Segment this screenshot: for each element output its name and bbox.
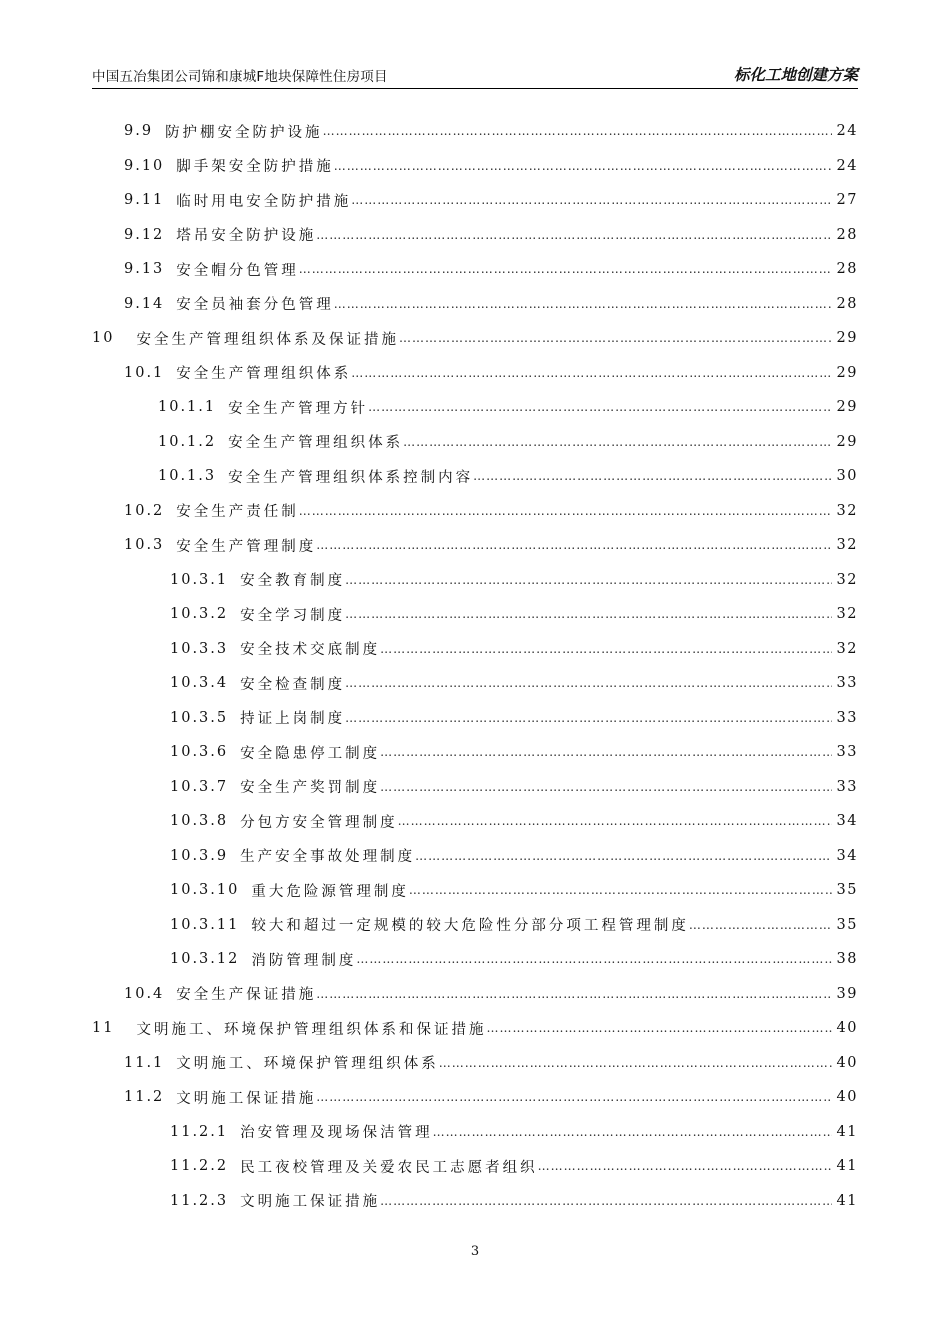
toc-entry-page: 30 <box>836 468 858 484</box>
toc-entry-number: 10 <box>92 330 115 346</box>
toc-entry[interactable] <box>170 873 858 907</box>
toc-dot-leader <box>351 366 832 380</box>
toc-entry-number: 10.1.2 <box>158 433 217 450</box>
toc-entry-number: 10.4 <box>124 985 165 1002</box>
toc-entry-number: 11.2 <box>124 1089 165 1105</box>
toc-entry-page: 32 <box>836 537 858 553</box>
toc-entry[interactable] <box>170 1115 858 1149</box>
toc-entry-page: 27 <box>836 192 858 208</box>
toc-entry[interactable] <box>170 908 858 942</box>
toc-entry-number: 9.10 <box>124 157 165 174</box>
toc-dot-leader <box>380 1194 832 1208</box>
toc-entry-number: 9.14 <box>124 295 165 312</box>
toc-dot-leader <box>380 780 832 794</box>
toc-entry-page: 40 <box>836 1089 858 1105</box>
toc-entry-title: 防护棚安全防护设施 <box>165 124 323 141</box>
toc-entry-page: 29 <box>836 433 858 450</box>
toc-entry-page: 33 <box>836 709 858 726</box>
toc-entry[interactable] <box>170 597 858 631</box>
toc-entry-title: 治安管理及现场保洁管理 <box>240 1125 433 1141</box>
toc-entry-page: 32 <box>836 571 858 588</box>
toc-entry-title: 持证上岗制度 <box>240 711 346 727</box>
toc-entry[interactable] <box>124 114 858 148</box>
toc-entry[interactable] <box>170 770 858 804</box>
toc-entry-number: 10.3.11 <box>170 916 240 933</box>
toc-entry-number: 10.3.3 <box>170 640 229 657</box>
toc-entry-page: 33 <box>836 675 858 691</box>
toc-entry-page: 29 <box>836 364 858 381</box>
toc-dot-leader <box>486 1021 832 1035</box>
toc-entry[interactable] <box>92 1011 858 1045</box>
toc-dot-leader <box>316 987 832 1001</box>
toc-entry[interactable] <box>170 839 858 873</box>
page-header <box>92 62 858 89</box>
toc-entry[interactable] <box>124 183 858 217</box>
toc-entry-page: 38 <box>836 951 858 967</box>
toc-entry-title: 安全生产管理组织体系 <box>176 366 352 382</box>
toc-dot-leader <box>316 538 832 552</box>
toc-dot-leader <box>299 262 832 276</box>
toc-entry[interactable] <box>124 1080 858 1114</box>
toc-dot-leader <box>345 711 832 725</box>
toc-dot-leader <box>316 1090 832 1104</box>
toc-entry-title: 安全生产奖罚制度 <box>240 780 381 796</box>
toc-entry-number: 10.3.7 <box>170 778 229 795</box>
toc-entry[interactable] <box>170 735 858 769</box>
toc-entry-page: 41 <box>836 1158 858 1174</box>
toc-entry-number: 10.1.3 <box>158 468 217 484</box>
toc-dot-leader <box>345 573 832 587</box>
toc-dot-leader <box>368 400 832 414</box>
toc-entry-number: 11.2.1 <box>170 1123 229 1140</box>
toc-entry-page: 33 <box>836 778 858 795</box>
toc-dot-leader <box>356 952 832 966</box>
toc-entry[interactable] <box>170 666 858 700</box>
toc-entry[interactable] <box>92 321 858 355</box>
toc-entry-title: 安全员袖套分色管理 <box>176 297 334 313</box>
toc-entry-number: 11.2.3 <box>170 1192 229 1209</box>
toc-entry-title: 安全检查制度 <box>240 676 346 693</box>
toc-entry-page: 41 <box>836 1123 858 1140</box>
toc-entry-title: 分包方安全管理制度 <box>240 814 398 831</box>
toc-dot-leader <box>689 918 832 932</box>
toc-entry[interactable] <box>158 459 858 493</box>
toc-entry-page: 32 <box>836 640 858 657</box>
page-number: 3 <box>470 1244 480 1259</box>
toc-dot-leader <box>334 297 832 311</box>
toc-entry-title: 安全生产责任制 <box>176 504 299 520</box>
toc-entry-title: 安全生产管理制度 <box>176 538 317 555</box>
toc-entry-title: 文明施工保证措施 <box>176 1090 317 1107</box>
toc-entry-title: 安全生产管理方针 <box>228 400 369 417</box>
toc-entry-number: 9.12 <box>124 226 165 243</box>
toc-entry-page: 28 <box>836 261 858 277</box>
toc-entry-title: 文明施工、环境保护管理组织体系和保证措施 <box>136 1021 487 1038</box>
toc-entry-number: 10.3.4 <box>170 675 229 691</box>
toc-entry-page: 41 <box>836 1192 858 1209</box>
toc-entry[interactable] <box>158 390 858 424</box>
toc-entry-number: 10.3.5 <box>170 709 229 726</box>
toc-entry-title: 临时用电安全防护措施 <box>176 193 352 210</box>
toc-entry-page: 28 <box>836 295 858 312</box>
toc-dot-leader <box>345 607 832 621</box>
toc-entry-number: 10.1.1 <box>158 399 217 415</box>
toc-entry-title: 文明施工保证措施 <box>240 1194 381 1210</box>
toc-entry-number: 10.3.6 <box>170 744 229 760</box>
toc-entry-page: 39 <box>836 985 858 1002</box>
toc-entry-title: 安全教育制度 <box>240 573 346 589</box>
toc-entry-title: 脚手架安全防护措施 <box>176 159 334 175</box>
toc-entry-number: 10.3 <box>124 537 165 553</box>
toc-entry-number: 11.2.2 <box>170 1158 229 1174</box>
toc-entry-title: 安全生产管理组织体系及保证措施 <box>136 331 399 348</box>
toc-entry[interactable] <box>170 632 858 666</box>
toc-entry-number: 9.11 <box>124 192 165 208</box>
toc-entry[interactable] <box>124 528 858 562</box>
toc-dot-leader <box>473 469 832 483</box>
toc-entry-title: 安全学习制度 <box>240 607 346 624</box>
toc-dot-leader <box>380 745 832 759</box>
header-project-title: 中国五冶集团公司锦和康城F地块保障性住房项目 <box>92 69 388 85</box>
toc-entry-page: 24 <box>836 123 858 139</box>
toc-entry-number: 9.9 <box>124 123 154 139</box>
toc-entry[interactable] <box>124 252 858 286</box>
toc-entry-title: 文明施工、环境保护管理组织体系 <box>176 1056 439 1072</box>
toc-dot-leader <box>398 814 832 828</box>
toc-entry[interactable] <box>170 1184 858 1218</box>
toc-entry[interactable] <box>170 701 858 735</box>
toc-entry-page: 40 <box>836 1054 858 1071</box>
toc-entry[interactable] <box>170 804 858 838</box>
toc-entry-number: 11 <box>92 1020 115 1036</box>
header-document-title: 标化工地创建方案 <box>733 66 858 84</box>
toc-entry[interactable] <box>170 563 858 597</box>
toc-entry[interactable] <box>124 1046 858 1080</box>
toc-dot-leader <box>409 883 832 897</box>
toc-entry-page: 33 <box>836 744 858 760</box>
toc-entry-page: 24 <box>836 157 858 174</box>
toc-entry-number: 10.3.10 <box>170 882 240 898</box>
toc-entry[interactable] <box>124 218 858 252</box>
toc-entry-title: 安全隐患停工制度 <box>240 745 381 762</box>
toc-entry-title: 安全帽分色管理 <box>176 262 299 279</box>
toc-entry[interactable] <box>124 494 858 528</box>
toc-entry-title: 较大和超过一定规模的较大危险性分部分项工程管理制度 <box>251 918 689 934</box>
toc-entry[interactable] <box>124 356 858 390</box>
toc-entry-number: 10.3.8 <box>170 813 229 829</box>
toc-entry-page: 34 <box>836 847 858 864</box>
toc-entry-title: 安全生产管理组织体系控制内容 <box>228 469 474 486</box>
toc-entry-title: 民工夜校管理及关爱农民工志愿者组织 <box>240 1159 538 1176</box>
toc-dot-leader <box>299 504 832 518</box>
toc-entry-page: 35 <box>836 916 858 933</box>
toc-entry-number: 10.3.1 <box>170 571 229 588</box>
toc-entry-page: 32 <box>836 502 858 519</box>
toc-entry-page: 28 <box>836 226 858 243</box>
toc-entry-title: 安全技术交底制度 <box>240 642 381 658</box>
toc-entry[interactable] <box>124 977 858 1011</box>
toc-entry-number: 10.3.2 <box>170 606 229 622</box>
toc-dot-leader <box>351 193 832 207</box>
toc-dot-leader <box>399 331 832 345</box>
toc-entry-number: 10.3.12 <box>170 951 240 967</box>
toc-entry-number: 10.1 <box>124 364 165 381</box>
toc-dot-leader <box>334 159 832 173</box>
toc-entry-page: 40 <box>836 1020 858 1036</box>
toc-entry-title: 塔吊安全防护设施 <box>176 228 317 244</box>
toc-entry-title: 安全生产管理组织体系 <box>228 435 404 451</box>
toc-entry-page: 29 <box>836 399 858 415</box>
toc-entry-title: 重大危险源管理制度 <box>251 883 409 900</box>
toc-entry-title: 消防管理制度 <box>251 952 357 969</box>
toc-dot-leader <box>380 642 832 656</box>
toc-entry-page: 34 <box>836 813 858 829</box>
toc-entry-number: 10.3.9 <box>170 847 229 864</box>
toc-entry-title: 安全生产保证措施 <box>176 987 317 1003</box>
toc-dot-leader <box>439 1056 832 1070</box>
toc-dot-leader <box>538 1159 832 1173</box>
toc-entry[interactable] <box>124 287 858 321</box>
toc-entry-page: 35 <box>836 882 858 898</box>
toc-dot-leader <box>323 124 832 138</box>
toc-entry-number: 9.13 <box>124 261 165 277</box>
toc-dot-leader <box>415 849 832 863</box>
toc-dot-leader <box>433 1125 832 1139</box>
toc-dot-leader <box>403 435 832 449</box>
toc-entry-page: 32 <box>836 606 858 622</box>
toc-entry[interactable] <box>158 425 858 459</box>
toc-entry-number: 10.2 <box>124 502 165 519</box>
toc-dot-leader <box>345 676 832 690</box>
toc-entry[interactable] <box>124 149 858 183</box>
toc-entry-page: 29 <box>836 330 858 346</box>
toc-entry-number: 11.1 <box>124 1054 165 1071</box>
toc-entry-title: 生产安全事故处理制度 <box>240 849 416 865</box>
toc-dot-leader <box>316 228 832 242</box>
toc-entry[interactable] <box>170 942 858 976</box>
toc-entry[interactable] <box>170 1149 858 1183</box>
